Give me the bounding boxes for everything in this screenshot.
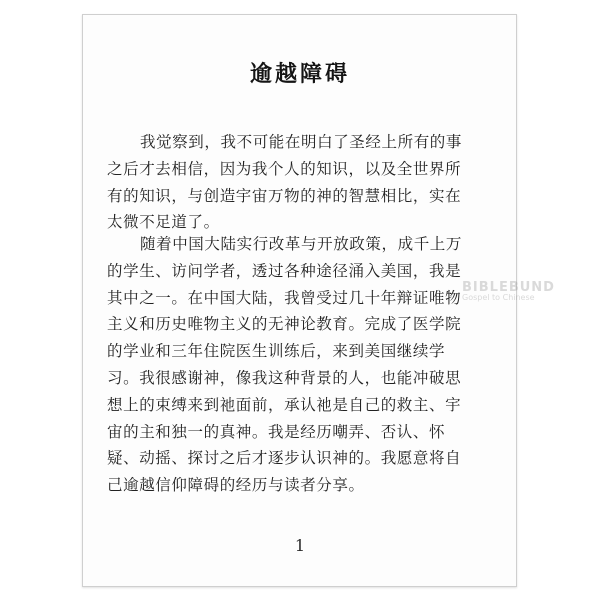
chapter-title: 逾越障碍: [249, 62, 350, 87]
text-line: 己逾越信仰障碍的经历与读者分享。: [107, 476, 365, 495]
text-line: 主义和历史唯物主义的无神论教育。完成了医学院: [107, 315, 462, 334]
text-line: 太微不足道了。: [107, 213, 220, 232]
page-number: 1: [294, 536, 306, 555]
text-line: 随着中国大陆实行改革与开放政策，成千上万: [140, 235, 463, 253]
text-line: 想上的束缚来到祂面前，承认祂是自己的救主、宇: [107, 395, 462, 414]
text-line: 疑、动摇、探讨之后才逐步认识神的。我愿意将自: [107, 449, 462, 468]
text-line: 我觉察到，我不可能在明白了圣经上所有的事: [140, 133, 463, 151]
text-line: 习。我很感谢神，像我这种背景的人，也能冲破思: [107, 368, 462, 387]
paragraph-1: [107, 129, 497, 236]
text-line: 之后才去相信，因为我个人的知识，以及全世界所: [107, 159, 462, 178]
watermark-text: BIBLEBUND: [462, 280, 555, 295]
text-line: 宙的主和独一的真神。我是经历嘲弄、否认、怀: [107, 422, 446, 441]
watermark-subtext: Gospel to Chinese: [462, 293, 535, 302]
paragraph-2: [107, 231, 497, 499]
text-line: 的学生、访问学者，透过各种途径涌入美国，我是: [107, 261, 462, 280]
text-line: 的学业和三年住院医生训练后，来到美国继续学: [107, 342, 446, 361]
text-line: 有的知识，与创造宇宙万物的神的智慧相比，实在: [107, 186, 462, 205]
text-line: 其中之一。在中国大陆，我曾受过几十年辩证唯物: [107, 288, 462, 307]
